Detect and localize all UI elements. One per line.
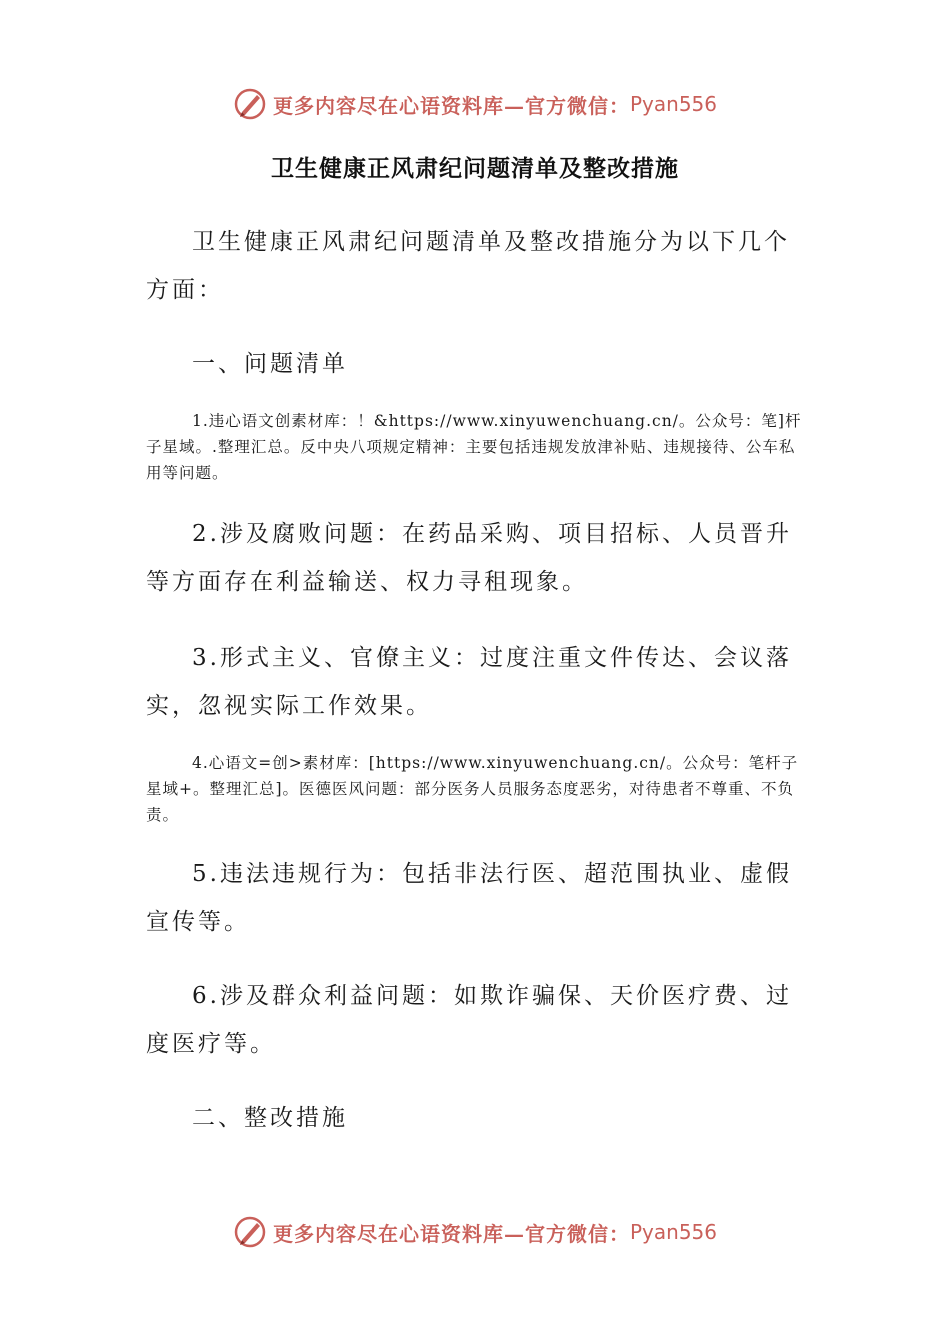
list-item: 6.涉及群众利益问题：如欺诈骗保、天价医疗费、过度医疗等。 <box>146 983 792 1057</box>
banner-text: 更多内容尽在心语资料库—官方微信： <box>272 1221 630 1246</box>
header-banner <box>0 84 950 124</box>
section-heading-measures: 二、整改措施 <box>192 1105 348 1131</box>
intro-paragraph: 卫生健康正风肃纪问题清单及整改措施分为以下几个方面： <box>146 229 790 303</box>
pen-logo-icon <box>233 1215 267 1249</box>
list-item: 4.心语文=创>素材库：[https://www.xinyuwenchuang.cn/。公众号：笔杆子星域+。整理汇总]。医德医风问题：部分医务人员服务态度恶劣，对待患者不尊重、不负责。 <box>146 754 799 824</box>
list-item: 5.违法违规行为：包括非法行医、超范围执业、虚假宣传等。 <box>146 861 792 935</box>
pen-logo-icon <box>233 87 267 121</box>
banner-wechat-id: Pyan556 <box>629 92 717 116</box>
banner-text: 更多内容尽在心语资料库—官方微信： <box>272 93 630 118</box>
list-item: 1.违心语文创素材库：！&https://www.xinyuwenchuang.cn/。公众号：笔]杆子星域。.整理汇总。反中央八项规定精神：主要包括违规发放津补贴、违规接待、公车私用等问题。 <box>146 412 802 482</box>
banner-wechat-id: Pyan556 <box>629 1220 717 1244</box>
footer-banner <box>0 1212 950 1252</box>
document-title: 卫生健康正风肃纪问题清单及整改措施 <box>271 155 679 182</box>
list-item: 3.形式主义、官僚主义：过度注重文件传达、会议落实，忽视实际工作效果。 <box>146 645 792 719</box>
list-item: 2.涉及腐败问题：在药品采购、项目招标、人员晋升等方面存在利益输送、权力寻租现象。 <box>146 521 792 595</box>
section-heading-issues: 一、问题清单 <box>192 351 348 377</box>
